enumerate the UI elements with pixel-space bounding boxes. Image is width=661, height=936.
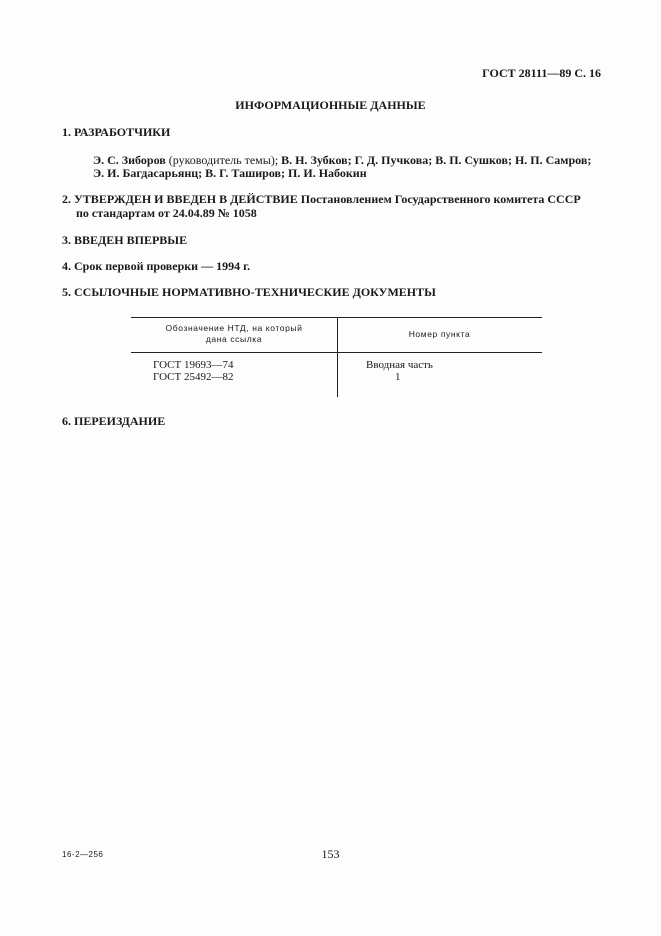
developers-list-2: Э. И. Багдасарьянц; В. Г. Таширов; П. И. Набокин: [93, 166, 367, 180]
approval-info: [62, 192, 607, 220]
table-row-2-document: ГОСТ 25492—82: [153, 371, 234, 383]
lead-developer-role: (руководитель темы);: [165, 153, 282, 167]
approval-line-1: 2. УТВЕРЖДЕН И ВВЕДЕН В ДЕЙСТВИЕ Постановлением Государственного комитета СССР: [62, 192, 581, 206]
developers-list-1: В. Н. Зубков; Г. Д. Пучкова; В. П. Сушков; Н. П. Самров;: [281, 153, 592, 167]
first-introduced: 3. ВВЕДЕН ВПЕРВЫЕ: [62, 233, 188, 247]
approval-line-2: по стандартам от 24.04.89 № 1058: [76, 206, 257, 220]
table-row-1-item: Вводная часть: [366, 359, 433, 371]
references-heading: 5. ССЫЛОЧНЫЕ НОРМАТИВНО-ТЕХНИЧЕСКИЕ ДОКУМЕНТЫ: [62, 285, 436, 299]
column-header-item: Номер пункта: [408, 329, 471, 339]
lead-developer-name: Э. С. Зиборов: [93, 153, 166, 167]
page-title: ИНФОРМАЦИОННЫЕ ДАННЫЕ: [235, 98, 426, 112]
page-number: 153: [321, 847, 340, 861]
developers-heading: 1. РАЗРАБОТЧИКИ: [62, 125, 171, 139]
print-code: 16-2—256: [62, 850, 104, 859]
column-header-document: [131, 323, 337, 345]
document-header: ГОСТ 28111—89 С. 16: [482, 66, 601, 80]
reissue: 6. ПЕРЕИЗДАНИЕ: [62, 414, 166, 428]
check-term: 4. Срок первой проверки — 1994 г.: [62, 259, 251, 273]
column-header-document-line-1: Обозначение НТД, на который: [165, 323, 303, 333]
references-table: [131, 317, 542, 397]
table-row-2-item: 1: [395, 371, 401, 383]
column-header-document-line-2: дана ссылка: [205, 334, 263, 344]
table-row-1-document: ГОСТ 19693—74: [153, 359, 234, 371]
